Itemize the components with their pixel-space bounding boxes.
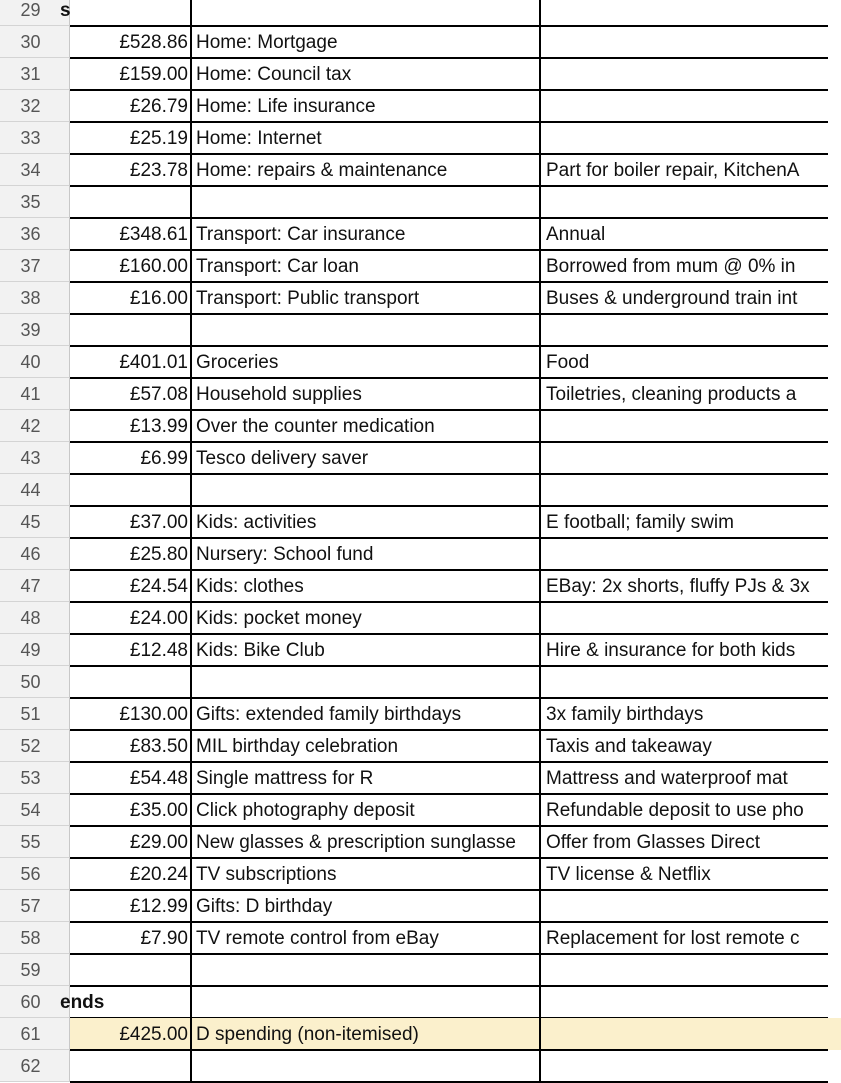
description-cell[interactable]: Household supplies xyxy=(192,378,541,410)
description-cell[interactable]: TV subscriptions xyxy=(192,858,541,890)
note-cell[interactable] xyxy=(541,666,841,698)
table-row xyxy=(0,666,828,698)
amount-cell[interactable]: £37.00 xyxy=(70,506,192,538)
amount-cell[interactable] xyxy=(70,1050,192,1082)
amount-cell[interactable]: £348.61 xyxy=(70,218,192,250)
amount-cell[interactable]: £54.48 xyxy=(70,762,192,794)
description-cell[interactable]: Kids: pocket money xyxy=(192,602,541,634)
section-heading-cell[interactable]: ends xyxy=(70,986,192,1018)
note-cell[interactable] xyxy=(541,1050,841,1082)
note-cell[interactable] xyxy=(541,58,841,90)
table-row xyxy=(0,250,828,282)
description-cell[interactable]: Gifts: D birthday xyxy=(192,890,541,922)
table-row xyxy=(0,474,828,506)
note-cell[interactable]: Taxis and takeaway xyxy=(546,736,712,757)
table-row xyxy=(0,986,828,1018)
description-cell[interactable]: Gifts: extended family birthdays xyxy=(192,698,541,730)
table-row xyxy=(0,730,828,762)
description-cell[interactable]: Home: Life insurance xyxy=(192,90,541,122)
table-row xyxy=(0,954,828,986)
amount-cell[interactable]: £25.80 xyxy=(70,538,192,570)
note-cell[interactable]: Hire & insurance for both kids xyxy=(546,640,796,661)
row-number-header[interactable]: 53 xyxy=(0,762,70,794)
note-cell[interactable]: Buses & underground train int xyxy=(546,288,798,309)
note-cell[interactable] xyxy=(541,410,841,442)
table-row xyxy=(0,90,828,122)
row-number-header[interactable]: 38 xyxy=(0,282,70,314)
description-cell[interactable]: Tesco delivery saver xyxy=(192,442,541,474)
table-row xyxy=(0,698,828,730)
table-row xyxy=(0,122,828,154)
table-row xyxy=(0,762,828,794)
amount-cell[interactable]: £12.99 xyxy=(70,890,192,922)
row-number-header[interactable]: 54 xyxy=(0,794,70,826)
amount-cell[interactable] xyxy=(70,474,192,506)
row-number-header[interactable]: 51 xyxy=(0,698,70,730)
note-cell[interactable]: Food xyxy=(546,352,590,373)
note-cell[interactable] xyxy=(541,1018,841,1050)
row-number-header[interactable]: 62 xyxy=(0,1050,70,1082)
table-row xyxy=(0,218,828,250)
note-cell[interactable]: Part for boiler repair, KitchenA xyxy=(546,160,800,181)
description-cell[interactable] xyxy=(192,1050,541,1082)
note-cell[interactable] xyxy=(541,442,841,474)
row-number-header[interactable]: 32 xyxy=(0,90,70,122)
table-row xyxy=(0,826,828,858)
description-cell[interactable]: D spending (non-itemised) xyxy=(192,1018,541,1050)
table-row xyxy=(0,858,828,890)
section-heading-cell[interactable]: s xyxy=(70,0,192,26)
amount-cell[interactable]: £35.00 xyxy=(70,794,192,826)
note-cell[interactable]: Annual xyxy=(546,224,606,245)
table-row xyxy=(0,346,828,378)
note-cell[interactable] xyxy=(541,890,841,922)
note-cell[interactable] xyxy=(541,602,841,634)
description-cell[interactable]: New glasses & prescription sunglasse xyxy=(192,826,541,858)
description-cell[interactable]: Nursery: School fund xyxy=(192,538,541,570)
row-number-header[interactable]: 35 xyxy=(0,186,70,218)
table-row xyxy=(0,58,828,90)
amount-cell[interactable]: £24.54 xyxy=(70,570,192,602)
amount-cell[interactable]: £16.00 xyxy=(70,282,192,314)
note-cell[interactable] xyxy=(541,90,841,122)
note-cell[interactable]: Toiletries, cleaning products a xyxy=(546,384,797,405)
row-number-header[interactable]: 31 xyxy=(0,58,70,90)
amount-cell[interactable] xyxy=(70,186,192,218)
amount-cell[interactable]: £12.48 xyxy=(70,634,192,666)
description-cell[interactable]: Home: Mortgage xyxy=(192,26,541,58)
amount-cell[interactable]: £83.50 xyxy=(70,730,192,762)
table-row xyxy=(0,282,828,314)
description-cell[interactable] xyxy=(192,954,541,986)
description-cell[interactable]: Home: repairs & maintenance xyxy=(192,154,541,186)
amount-cell[interactable] xyxy=(70,666,192,698)
note-cell[interactable]: 3x family birthdays xyxy=(546,704,704,725)
row-number-header[interactable]: 49 xyxy=(0,634,70,666)
row-number-header[interactable]: 43 xyxy=(0,442,70,474)
note-cell[interactable]: Refundable deposit to use pho xyxy=(546,800,804,821)
row-number-header[interactable]: 58 xyxy=(0,922,70,954)
row-number-header[interactable]: 60 xyxy=(0,986,70,1018)
row-number-header[interactable]: 47 xyxy=(0,570,70,602)
note-cell[interactable]: Replacement for lost remote c xyxy=(546,928,800,949)
note-cell[interactable] xyxy=(541,314,841,346)
note-cell[interactable]: Borrowed from mum @ 0% in xyxy=(546,256,796,277)
amount-cell[interactable]: £528.86 xyxy=(70,26,192,58)
note-cell[interactable] xyxy=(541,954,841,986)
table-row xyxy=(0,154,828,186)
row-number-header[interactable]: 37 xyxy=(0,250,70,282)
row-number-header[interactable]: 59 xyxy=(0,954,70,986)
note-cell[interactable]: EBay: 2x shorts, fluffy PJs & 3x xyxy=(546,576,810,597)
amount-cell[interactable]: £13.99 xyxy=(70,410,192,442)
row-number-header[interactable]: 55 xyxy=(0,826,70,858)
row-number-header[interactable]: 61 xyxy=(0,1018,70,1050)
table-row xyxy=(0,538,828,570)
note-cell[interactable]: Offer from Glasses Direct xyxy=(546,832,760,853)
table-row xyxy=(0,506,828,538)
description-cell[interactable] xyxy=(192,186,541,218)
row-number-header[interactable]: 48 xyxy=(0,602,70,634)
note-cell[interactable] xyxy=(541,122,841,154)
amount-cell[interactable]: £160.00 xyxy=(70,250,192,282)
row-number-header[interactable]: 52 xyxy=(0,730,70,762)
row-number-header[interactable]: 42 xyxy=(0,410,70,442)
description-cell[interactable]: Click photography deposit xyxy=(192,794,541,826)
table-row xyxy=(0,186,828,218)
amount-cell[interactable]: £159.00 xyxy=(70,58,192,90)
table-row xyxy=(0,442,828,474)
description-cell[interactable]: Home: Council tax xyxy=(192,58,541,90)
description-cell[interactable]: Transport: Car loan xyxy=(192,250,541,282)
description-cell[interactable]: Groceries xyxy=(192,346,541,378)
description-cell[interactable]: Transport: Car insurance xyxy=(192,218,541,250)
amount-cell[interactable]: £29.00 xyxy=(70,826,192,858)
row-number-header[interactable]: 57 xyxy=(0,890,70,922)
amount-cell[interactable]: £57.08 xyxy=(70,378,192,410)
row-number-header[interactable]: 34 xyxy=(0,154,70,186)
note-cell[interactable] xyxy=(541,538,841,570)
row-number-header[interactable]: 41 xyxy=(0,378,70,410)
amount-cell[interactable]: £7.90 xyxy=(70,922,192,954)
amount-cell[interactable]: £130.00 xyxy=(70,698,192,730)
description-cell[interactable]: Transport: Public transport xyxy=(192,282,541,314)
note-cell[interactable] xyxy=(541,986,841,1018)
amount-cell[interactable]: £26.79 xyxy=(70,90,192,122)
table-row xyxy=(0,1050,828,1082)
table-row xyxy=(0,0,828,26)
table-row xyxy=(0,794,828,826)
table-row xyxy=(0,602,828,634)
amount-cell[interactable]: £6.99 xyxy=(70,442,192,474)
description-cell[interactable]: Kids: clothes xyxy=(192,570,541,602)
table-row xyxy=(0,922,828,954)
description-cell[interactable]: MIL birthday celebration xyxy=(192,730,541,762)
table-row xyxy=(0,314,828,346)
row-number-header[interactable]: 29 xyxy=(0,0,70,26)
row-number-header[interactable]: 33 xyxy=(0,122,70,154)
amount-cell[interactable]: £25.19 xyxy=(70,122,192,154)
amount-cell[interactable] xyxy=(70,954,192,986)
description-cell[interactable] xyxy=(192,986,541,1018)
description-cell[interactable]: Over the counter medication xyxy=(192,410,541,442)
note-cell[interactable]: TV license & Netflix xyxy=(546,864,711,885)
table-row xyxy=(0,26,828,58)
description-cell[interactable] xyxy=(192,474,541,506)
amount-cell[interactable]: £24.00 xyxy=(70,602,192,634)
description-cell[interactable]: Kids: Bike Club xyxy=(192,634,541,666)
description-cell[interactable] xyxy=(192,0,541,26)
row-number-header[interactable]: 46 xyxy=(0,538,70,570)
table-row xyxy=(0,634,828,666)
table-row xyxy=(0,890,828,922)
row-number-header[interactable]: 39 xyxy=(0,314,70,346)
row-number-header[interactable]: 30 xyxy=(0,26,70,58)
row-number-header[interactable]: 56 xyxy=(0,858,70,890)
table-row xyxy=(0,410,828,442)
note-cell[interactable]: E football; family swim xyxy=(546,512,734,533)
table-row xyxy=(0,1018,828,1050)
row-number-header[interactable]: 44 xyxy=(0,474,70,506)
row-number-header[interactable]: 40 xyxy=(0,346,70,378)
row-number-header[interactable]: 50 xyxy=(0,666,70,698)
note-cell[interactable] xyxy=(541,186,841,218)
description-cell[interactable] xyxy=(192,314,541,346)
description-cell[interactable]: TV remote control from eBay xyxy=(192,922,541,954)
amount-cell[interactable]: £401.01 xyxy=(70,346,192,378)
row-number-header[interactable]: 45 xyxy=(0,506,70,538)
amount-cell[interactable] xyxy=(70,314,192,346)
note-cell[interactable] xyxy=(541,26,841,58)
note-cell[interactable] xyxy=(541,474,841,506)
amount-cell[interactable]: £23.78 xyxy=(70,154,192,186)
table-row xyxy=(0,378,828,410)
description-cell[interactable]: Single mattress for R xyxy=(192,762,541,794)
description-cell[interactable] xyxy=(192,666,541,698)
description-cell[interactable]: Kids: activities xyxy=(192,506,541,538)
description-cell[interactable]: Home: Internet xyxy=(192,122,541,154)
amount-cell[interactable]: £425.00 xyxy=(70,1018,192,1050)
table-row xyxy=(0,570,828,602)
note-cell[interactable]: Mattress and waterproof mat xyxy=(546,768,788,789)
row-number-header[interactable]: 36 xyxy=(0,218,70,250)
note-cell[interactable] xyxy=(541,0,841,26)
amount-cell[interactable]: £20.24 xyxy=(70,858,192,890)
